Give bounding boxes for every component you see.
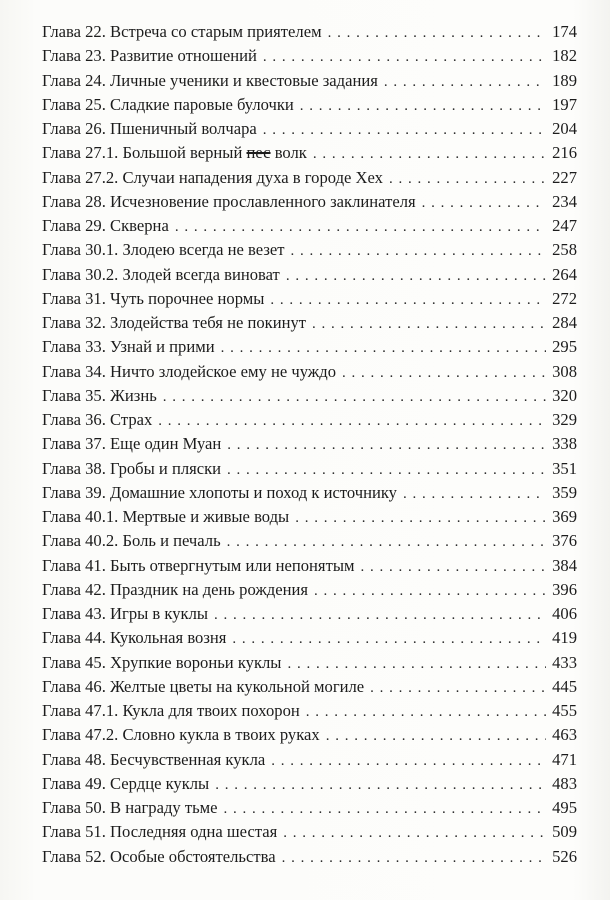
toc-entry [42, 626, 577, 650]
chapter-number: Глава 46. [42, 676, 106, 696]
chapter-title: Большой верный [122, 143, 243, 163]
chapter-number: Глава 34. [42, 361, 106, 381]
chapter-number: Глава 33. [42, 337, 106, 357]
chapter-number: Глава 44. [42, 628, 106, 648]
toc-entry [42, 335, 577, 359]
chapter-number: Глава 51. [42, 822, 106, 842]
toc-entry-title [42, 554, 360, 578]
page-number: 329 [552, 410, 577, 429]
chapter-title: Бесчувственная кукла [110, 749, 266, 769]
page-number: 526 [552, 846, 577, 866]
dot-leader [403, 482, 546, 506]
toc-entry-title [42, 117, 263, 141]
chapter-title: Последняя одна шестая [110, 822, 278, 842]
chapter-title: Узнай и прими [110, 337, 215, 357]
page-number: 182 [552, 46, 577, 66]
chapter-number: Глава 27.1. [42, 143, 119, 163]
chapter-number: Глава 45. [42, 652, 106, 672]
chapter-number: Глава 40.2. [42, 531, 119, 551]
dot-leader [306, 700, 546, 724]
chapter-title: Встреча со старым приятелем [110, 22, 322, 41]
dot-leader [370, 676, 546, 700]
chapter-title: Еще один Муан [110, 434, 222, 454]
table-of-contents [42, 20, 577, 869]
chapter-number: Глава 42. [42, 579, 106, 599]
toc-entry [42, 93, 577, 117]
page-number: 204 [552, 119, 577, 138]
dot-leader [313, 142, 546, 166]
chapter-title: Страх [110, 410, 153, 429]
toc-entry [42, 360, 577, 384]
chapter-number: Глава 47.2. [42, 725, 119, 745]
page-number: 264 [552, 264, 577, 284]
chapter-number: Глава 48. [42, 749, 106, 769]
page-number: 258 [552, 240, 577, 260]
toc-entry [42, 651, 577, 675]
chapter-title: Пшеничный волчара [110, 119, 257, 138]
chapter-title: Хрупкие вороньи куклы [110, 652, 282, 672]
chapter-number: Глава 37. [42, 434, 106, 454]
chapter-number: Глава 30.2. [42, 264, 119, 284]
chapter-title: Личные ученики и квестовые задания [110, 70, 378, 90]
toc-entry-title [42, 93, 300, 117]
chapter-title: Скверна [110, 216, 169, 235]
toc-entry [42, 384, 577, 408]
dot-leader [215, 773, 546, 797]
toc-entry [42, 20, 577, 44]
dot-leader [227, 433, 546, 457]
chapter-title: Особые обстоятельства [110, 846, 276, 866]
dot-leader [360, 555, 546, 579]
page-number: 272 [552, 288, 577, 308]
toc-entry [42, 311, 577, 335]
toc-entry [42, 432, 577, 456]
dot-leader [163, 385, 546, 409]
dot-leader [282, 846, 547, 870]
toc-entry-title [42, 481, 403, 505]
dot-leader [271, 749, 546, 773]
toc-entry-title [42, 408, 158, 432]
dot-leader [295, 506, 546, 530]
page-number: 359 [552, 482, 577, 502]
page-number: 376 [552, 531, 577, 551]
chapter-title: Сердце куклы [110, 773, 210, 793]
chapter-number: Глава 26. [42, 119, 106, 138]
chapter-title-continued: волк [274, 143, 307, 163]
chapter-number: Глава 49. [42, 773, 106, 793]
chapter-title: Развитие отношений [110, 46, 257, 66]
dot-leader [232, 627, 546, 651]
toc-entry-title [42, 238, 291, 262]
toc-entry-title [42, 845, 282, 869]
toc-entry [42, 190, 577, 214]
chapter-number: Глава 40.1. [42, 507, 119, 526]
page-number: 495 [552, 798, 577, 817]
toc-entry-title [42, 432, 227, 456]
chapter-number: Глава 28. [42, 191, 106, 211]
toc-entry [42, 457, 577, 481]
dot-leader [286, 264, 546, 288]
page-number: 338 [552, 434, 577, 454]
chapter-title: В награду тьме [110, 798, 218, 817]
chapter-number: Глава 47.1. [42, 701, 119, 720]
page-number: 471 [552, 749, 577, 769]
toc-entry-title [42, 457, 227, 481]
toc-entry [42, 845, 577, 869]
chapter-title: Злодейства тебя не покинут [110, 313, 307, 332]
dot-leader [389, 167, 546, 191]
chapter-title: Кукольная возня [110, 628, 227, 648]
chapter-title: Случаи нападения духа в городе Хех [122, 167, 383, 187]
chapter-number: Глава 43. [42, 604, 106, 623]
toc-entry-title [42, 141, 313, 165]
chapter-title: Злодею всегда не везет [122, 240, 285, 260]
chapter-number: Глава 39. [42, 482, 106, 502]
dot-leader [287, 652, 546, 676]
chapter-number: Глава 50. [42, 798, 106, 817]
page-number: 445 [552, 676, 577, 696]
dot-leader [422, 191, 546, 215]
dot-leader [312, 312, 546, 336]
toc-entry-title [42, 335, 221, 359]
toc-entry-title [42, 723, 326, 747]
dot-leader [158, 409, 546, 433]
toc-entry-title [42, 311, 312, 335]
page-number: 419 [552, 628, 577, 648]
dot-leader [283, 821, 546, 845]
toc-entry [42, 408, 577, 432]
chapter-title: Домашние хлопоты и поход к источнику [110, 482, 397, 502]
page-number: 308 [552, 361, 577, 381]
toc-entry-title [42, 214, 175, 238]
toc-entry [42, 263, 577, 287]
toc-entry-title [42, 796, 224, 820]
dot-leader [175, 215, 546, 239]
dot-leader [270, 288, 546, 312]
chapter-number: Глава 25. [42, 94, 106, 114]
toc-entry [42, 69, 577, 93]
page-number: 351 [552, 458, 577, 478]
page-number: 406 [552, 604, 577, 623]
toc-entry [42, 117, 577, 141]
page-number: 216 [552, 143, 577, 163]
dot-leader [300, 94, 546, 118]
dot-leader [384, 70, 546, 94]
dot-leader [227, 530, 546, 554]
dot-leader [314, 579, 546, 603]
toc-entry-title [42, 529, 227, 553]
page-number: 227 [552, 167, 577, 187]
chapter-number: Глава 31. [42, 288, 106, 308]
page-number: 433 [552, 652, 577, 672]
page-number: 320 [552, 385, 577, 405]
chapter-number: Глава 29. [42, 216, 106, 235]
page-number: 463 [552, 725, 577, 745]
toc-entry [42, 214, 577, 238]
toc-entry [42, 699, 577, 723]
toc-entry [42, 748, 577, 772]
chapter-number: Глава 36. [42, 410, 106, 429]
chapter-number: Глава 27.2. [42, 167, 119, 187]
toc-entry [42, 44, 577, 68]
page-number: 284 [552, 313, 577, 332]
chapter-title: Исчезновение прославленного заклинателя [110, 191, 416, 211]
page-number: 396 [552, 579, 577, 599]
dot-leader [263, 118, 546, 142]
dot-leader [342, 361, 546, 385]
chapter-title: Чуть порочнее нормы [110, 288, 265, 308]
toc-entry [42, 481, 577, 505]
toc-entry-title [42, 651, 287, 675]
chapter-title: Ничто злодейское ему не чуждо [110, 361, 336, 381]
chapter-title: Сладкие паровые булочки [110, 94, 294, 114]
toc-entry-title [42, 263, 286, 287]
toc-entry [42, 529, 577, 553]
toc-entry-title [42, 360, 342, 384]
page-number: 509 [552, 822, 577, 842]
page-number: 455 [552, 701, 577, 720]
toc-entry-title [42, 190, 422, 214]
chapter-number: Глава 35. [42, 385, 106, 405]
toc-entry [42, 820, 577, 844]
page-number: 197 [552, 94, 577, 114]
toc-entry-title [42, 166, 389, 190]
chapter-number: Глава 30.1. [42, 240, 119, 260]
toc-entry [42, 166, 577, 190]
chapter-title: Жизнь [110, 385, 157, 405]
toc-entry-title [42, 602, 214, 626]
page-number: 234 [552, 191, 577, 211]
page-number: 483 [552, 773, 577, 793]
toc-entry [42, 675, 577, 699]
dot-leader [328, 21, 547, 45]
toc-entry [42, 287, 577, 311]
toc-entry-title [42, 69, 384, 93]
page-number: 247 [552, 216, 577, 235]
chapter-title: Словно кукла в твоих руках [122, 725, 320, 745]
chapter-number: Глава 23. [42, 46, 106, 66]
chapter-title: Желтые цветы на кукольной могиле [110, 676, 365, 696]
chapter-title: Гробы и пляски [110, 458, 222, 478]
chapter-number: Глава 41. [42, 555, 106, 575]
toc-entry-title [42, 699, 306, 723]
dot-leader [263, 45, 546, 69]
chapter-title: Праздник на день рождения [110, 579, 308, 599]
chapter-title: Злодей всегда виноват [122, 264, 280, 284]
dot-leader [227, 458, 546, 482]
chapter-number: Глава 22. [42, 22, 106, 41]
toc-entry [42, 796, 577, 820]
toc-entry [42, 141, 577, 165]
toc-entry-title [42, 748, 271, 772]
toc-entry-title [42, 384, 163, 408]
struck-through-word: пес [246, 143, 271, 163]
toc-entry [42, 238, 577, 262]
chapter-number: Глава 52. [42, 846, 106, 866]
toc-entry-title [42, 20, 328, 44]
toc-entry-title [42, 675, 370, 699]
toc-entry-title [42, 44, 263, 68]
chapter-number: Глава 24. [42, 70, 106, 90]
toc-entry-title [42, 820, 283, 844]
toc-entry [42, 505, 577, 529]
chapter-title: Кукла для твоих похорон [122, 701, 300, 720]
chapter-title: Мертвые и живые воды [122, 507, 290, 526]
chapter-number: Глава 38. [42, 458, 106, 478]
toc-entry-title [42, 578, 314, 602]
toc-entry-title [42, 626, 232, 650]
toc-entry [42, 602, 577, 626]
page-number: 295 [552, 337, 577, 357]
toc-entry-title [42, 287, 270, 311]
dot-leader [221, 336, 546, 360]
dot-leader [224, 797, 547, 821]
toc-entry [42, 578, 577, 602]
toc-entry [42, 723, 577, 747]
dot-leader [214, 603, 546, 627]
dot-leader [291, 239, 547, 263]
toc-entry-title [42, 505, 295, 529]
toc-entry [42, 772, 577, 796]
dot-leader [326, 724, 546, 748]
toc-entry-title [42, 772, 215, 796]
page-number: 189 [552, 70, 577, 90]
page-number: 369 [552, 507, 577, 526]
page-number: 174 [552, 22, 577, 41]
chapter-number: Глава 32. [42, 313, 106, 332]
chapter-title: Быть отвергнутым или непонятым [110, 555, 355, 575]
chapter-title: Игры в куклы [110, 604, 209, 623]
chapter-title: Боль и печаль [122, 531, 221, 551]
page-number: 384 [552, 555, 577, 575]
toc-entry [42, 554, 577, 578]
